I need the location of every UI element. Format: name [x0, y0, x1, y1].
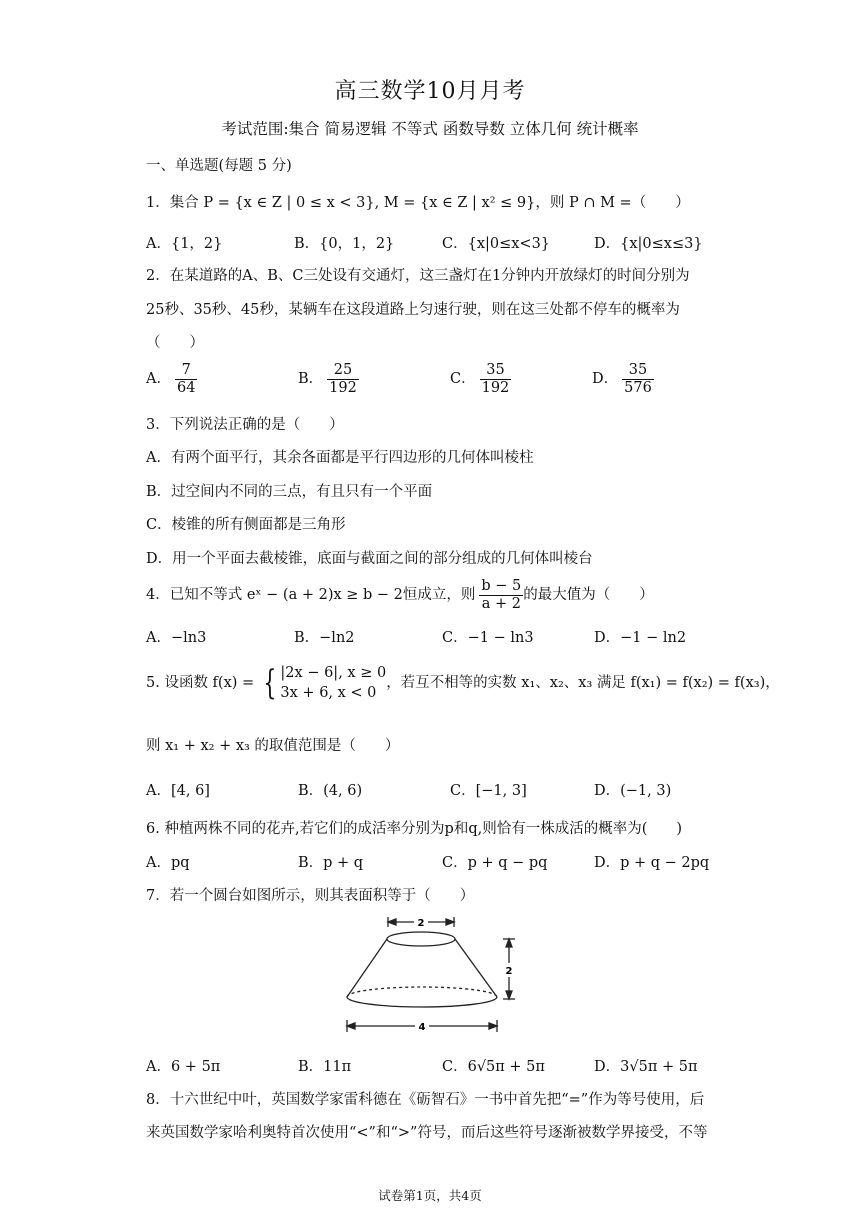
q4-option-d: D．−1 − ln2 — [594, 630, 687, 646]
q3-option-a: A．有两个面平行，其余各面都是平行四边形的几何体叫棱柱 — [146, 450, 534, 466]
denominator: 192 — [481, 379, 510, 396]
q6-stem: 6. 种植两株不同的花卉,若它们的成活率分别为p和q,则恰有一株成活的概率为( ) — [146, 821, 683, 837]
exam-scope: 考试范围:集合 简易逻辑 不等式 函数导数 立体几何 统计概率 — [221, 120, 639, 138]
q6-option-a: A．pq — [146, 855, 190, 871]
fraction — [327, 362, 359, 396]
top-ellipse — [387, 932, 455, 946]
q6-option-b: B．p + q — [298, 855, 364, 871]
numerator: 25 — [327, 362, 359, 380]
denominator: a + 2 — [481, 595, 521, 612]
q6-option-c: C．p + q − pq — [442, 855, 548, 871]
q4-stem-post: 的最大值为（ ） — [523, 587, 654, 604]
q2-option-a — [146, 362, 197, 396]
q2-stem-line2: 25秒、35秒、45秒，某辆车在这段道路上匀速行驶，则在这三处都不停车的概率为 — [146, 302, 680, 318]
q1-option-b: B．{0，1，2} — [294, 236, 395, 252]
bottom-ellipse-back — [347, 987, 497, 997]
denominator: 192 — [329, 379, 357, 396]
q5-option-c: C．[−1, 3] — [450, 783, 527, 799]
q4-option-c: C．−1 − ln3 — [442, 630, 534, 646]
q5-option-d: D．(−1, 3) — [594, 783, 672, 799]
q7-option-d: D．3√5π + 5π — [594, 1059, 698, 1075]
q4-stem — [146, 578, 654, 612]
fraction — [479, 578, 523, 612]
q2-stem-line3: （ ） — [146, 335, 204, 351]
bottom-diameter-label: 4 — [418, 1022, 426, 1033]
fraction — [175, 362, 197, 396]
numerator: 35 — [480, 362, 512, 380]
bottom-ellipse-front — [347, 997, 497, 1007]
section-heading: 一、单选题(每题 5 分) — [146, 158, 292, 174]
numerator: 7 — [175, 362, 197, 380]
page-footer: 试卷第1页，共4页 — [378, 1188, 482, 1203]
fraction — [480, 362, 512, 396]
q1-option-a: A．{1，2} — [146, 236, 223, 252]
fraction — [622, 362, 654, 396]
q6-option-d: D．p + q − 2pq — [594, 855, 710, 871]
case-1: |2x − 6|, x ≥ 0 — [280, 665, 387, 681]
q1-stem: 1．集合 P = {x ∈ Z | 0 ≤ x < 3}, M = {x ∈ Z | x² ≤ 9}，则 P ∩ M =（ ） — [146, 195, 690, 211]
q5-option-a: A．[4, 6] — [146, 783, 210, 799]
option-label: B． — [298, 371, 324, 388]
denominator: 576 — [624, 379, 652, 396]
q4-stem-pre: 4．已知不等式 eˣ − (a + 2)x ≥ b − 2恒成立，则 — [146, 587, 476, 604]
q7-option-c: C．6√5π + 5π — [442, 1059, 545, 1075]
q2-option-c — [450, 362, 511, 396]
q1-option-d: D．{x|0≤x≤3} — [594, 236, 703, 252]
option-label: A． — [146, 371, 171, 388]
q7-option-a: A．6 + 5π — [146, 1059, 221, 1075]
q2-option-b — [298, 362, 359, 396]
numerator: 35 — [622, 362, 654, 380]
q8-stem-line2: 来英国数学家哈利奥特首次使用“<”和“>”符号，而后这些符号逐渐被数学界接受，不等 — [146, 1125, 708, 1141]
q4-option-b: B．−ln2 — [294, 630, 355, 646]
q2-option-d — [592, 362, 654, 396]
q7-option-b: B．11π — [298, 1059, 352, 1075]
q3-option-b: B．过空间内不同的三点，有且只有一个平面 — [146, 484, 433, 500]
brace-icon: { — [263, 663, 277, 703]
piecewise-cases — [280, 663, 386, 703]
q3-option-c: C．棱锥的所有侧面都是三角形 — [146, 517, 346, 533]
q3-option-d: D．用一个平面去截棱锥，底面与截面之间的部分组成的几何体叫棱台 — [146, 551, 593, 567]
q3-stem: 3．下列说法正确的是（ ） — [146, 417, 344, 433]
q1-option-c: C．{x|0≤x<3} — [442, 236, 551, 252]
q5-stem-pre: 5. 设函数 f(x) = — [146, 675, 255, 691]
q2-stem-line1: 2．在某道路的A、B、C三处设有交通灯，这三盏灯在1分钟内开放绿灯的时间分别为 — [146, 268, 690, 284]
height-label: 2 — [505, 966, 513, 977]
q5-option-b: B．(4, 6) — [298, 783, 363, 799]
q5-stem-line2: 则 x₁ + x₂ + x₃ 的取值范围是（ ） — [146, 738, 400, 754]
numerator: b − 5 — [481, 578, 522, 594]
q5-stem-post: ，若互不相等的实数 x₁、x₂、x₃ 满足 f(x₁) = f(x₂) = f(x₃)， — [386, 675, 780, 691]
page-title: 高三数学10月月考 — [334, 79, 526, 104]
denominator: 64 — [176, 379, 196, 396]
case-2: 3x + 6, x < 0 — [280, 685, 377, 701]
option-label: D． — [592, 371, 619, 388]
option-label: C． — [450, 371, 476, 388]
frustum-figure — [330, 910, 530, 1040]
q4-option-a: A．−ln3 — [146, 630, 207, 646]
q5-stem — [146, 663, 780, 703]
q8-stem-line1: 8．十六世纪中叶，英国数学家雷科德在《砺智石》一书中首先把“=”作为等号使用，后 — [146, 1092, 705, 1108]
q7-stem: 7．若一个圆台如图所示，则其表面积等于（ ） — [146, 888, 475, 904]
top-diameter-label: 2 — [417, 918, 425, 929]
